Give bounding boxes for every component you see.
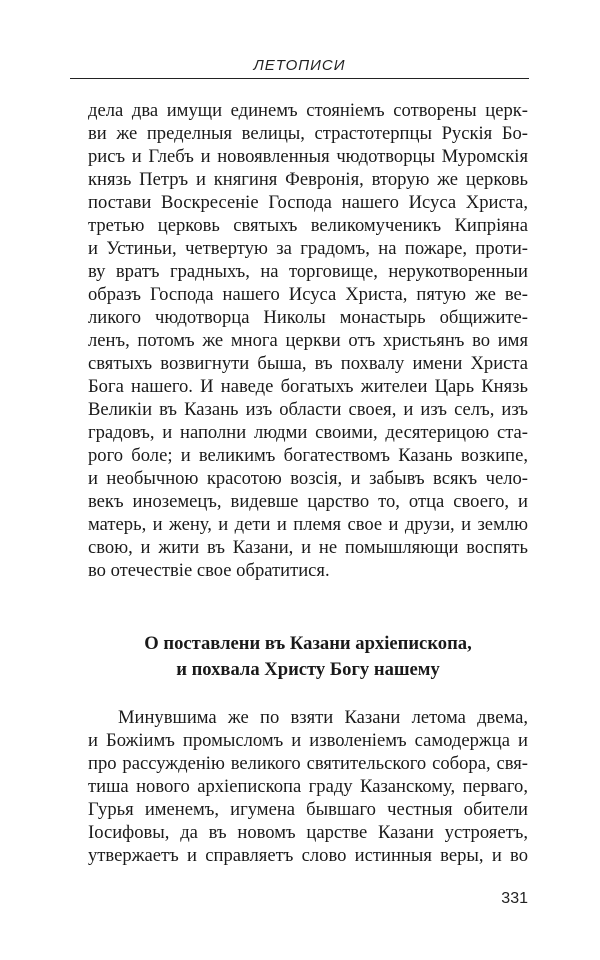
header-rule [70, 78, 529, 79]
section-heading [88, 631, 528, 683]
text-line: тиша нового архіепископа граду Казанскому, перваго, [88, 776, 528, 797]
text-line: и Устиньи, четвертую за градомъ, на пожаре, проти- [88, 238, 528, 259]
text-line: Іосифовы, да въ новомъ царстве Казани устрояетъ, [88, 822, 528, 843]
text-line: третью церковь святыхъ великомученикъ Кипріяна [88, 215, 528, 236]
text-line: ленъ, потомъ же многа церкви отъ христьянъ во имя [88, 330, 528, 351]
text-line: во отечествіе свое обратитися. [88, 560, 330, 581]
text-line: утвержаетъ и справляетъ слово истинныя веры, и во [88, 845, 528, 866]
text-line: ви же пределныя велицы, страстотерпцы Рускія Бо- [88, 123, 528, 144]
text-line: дела два имущи единемъ стояніемъ сотворены церк- [88, 100, 528, 121]
text-line: про рассужденію великого святительского собора, свя- [88, 753, 528, 774]
text-line: Бога нашего. И наведе богатыхъ жителеи Царь Князь [88, 376, 528, 397]
text-line: Минувшима же по взяти Казани летома двема, [118, 707, 528, 728]
text-line: образъ Господа нашего Исуса Христа, пятую же ве- [88, 284, 528, 305]
heading-line: О поставлени въ Казани архіепископа, [144, 633, 472, 654]
text-line: и необычною красотою возсія, и забывъ всякъ чело- [88, 468, 528, 489]
text-line: святыхъ возвигнути быша, въ похвалу имени Христа [88, 353, 528, 374]
text-line: ликого чюдотворца Николы монастырь общижите- [88, 307, 528, 328]
text-line: князь Петръ и княгиня Февронія, вторую же церковь [88, 169, 528, 190]
heading-line: и похвала Христу Богу нашему [176, 659, 440, 680]
text-line: Великіи въ Казань изъ области своея, и изъ селъ, изъ [88, 399, 528, 420]
text-line: рого боле; и великимъ богатествомъ Казань возкипе, [88, 445, 528, 466]
page-number: 331 [501, 890, 528, 907]
text-line: рисъ и Глебъ и новоявленныя чюдотворцы Муромскія [88, 146, 528, 167]
paragraph-2 [88, 706, 528, 867]
running-head: ЛЕТОПИСИ [253, 57, 346, 74]
text-line: и Божіимъ промысломъ и изволеніемъ самодержца и [88, 730, 528, 751]
paragraph-1 [88, 99, 528, 582]
text-line: свою, и жити въ Казани, и не помышляющи воспять [88, 537, 528, 558]
text-line: Гурья именемъ, игумена бывшаго честныя обители [88, 799, 528, 820]
text-line: матерь, и жену, и дети и племя свое и друзи, и землю [88, 514, 528, 535]
text-line: векъ иноземецъ, видевше царство то, отца своего, и [88, 491, 528, 512]
text-line: градовъ, и наполни людми своими, десятерицою ста- [88, 422, 528, 443]
text-line: ву вратъ градныхъ, на торговище, нерукотворенныи [88, 261, 528, 282]
text-line: постави Воскресеніе Господа нашего Исуса Христа, [88, 192, 528, 213]
